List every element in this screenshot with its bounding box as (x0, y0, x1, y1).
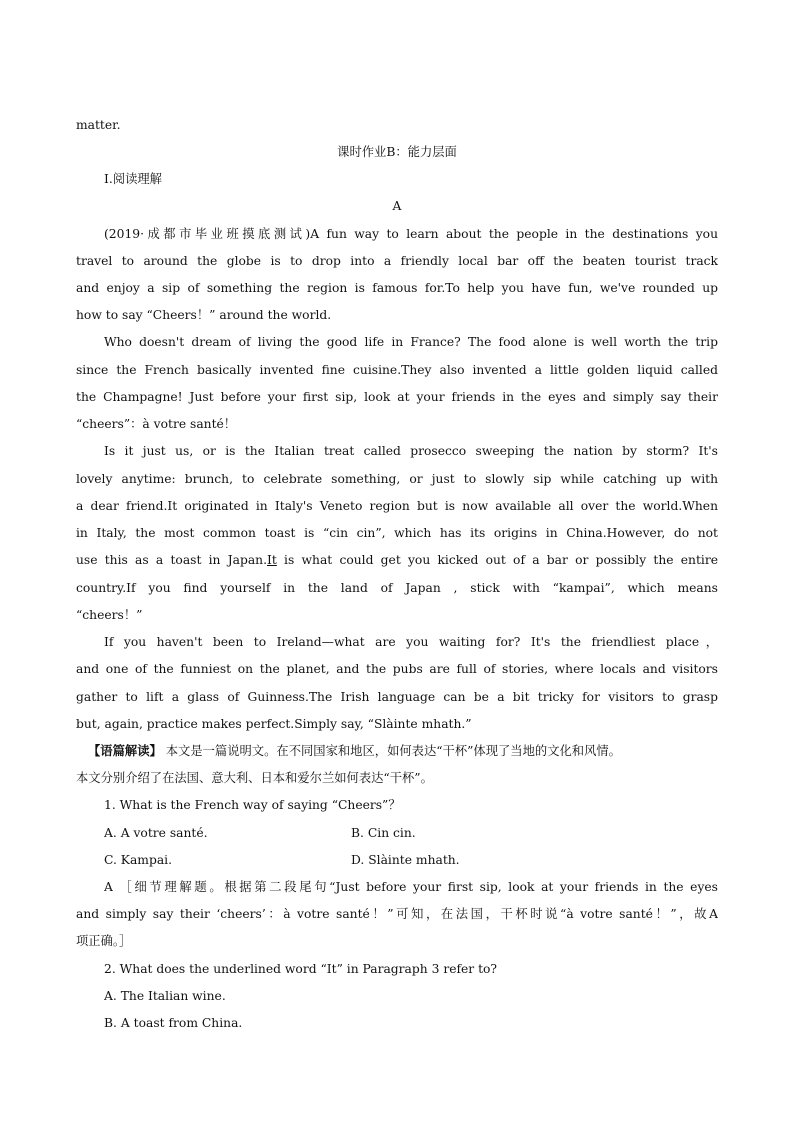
question-1-stem: 1. What is the French way of saying “Cheers”？ (104, 798, 401, 812)
part-heading: Ⅰ.阅读理解 (104, 172, 162, 186)
passage-p3-line: a dear friend.It originated in Italy's Veneto region but is now available all over the world.When (76, 499, 718, 513)
analysis-line (88, 742, 718, 760)
passage-p2-line: since the French basically invented fine cuisine.They also invented a little golden liquid called (76, 363, 718, 377)
q2-option-b: B. A toast from China. (104, 1016, 243, 1030)
passage-p1-line: how to say “Cheers！” around the world. (76, 308, 332, 322)
passage-p4-line: gather to lift a glass of Guinness.The Irish language can be a bit tricky for visitors to grasp (76, 690, 718, 704)
q1-answer-line: A ［细节理解题。根据第二段尾句“Just before your first sip, look at your friends in the eyes (104, 880, 718, 894)
q2-option-a: A. The Italian wine. (104, 989, 226, 1003)
passage-p1-line: and enjoy a sip of something the region is famous for.To help you have fun, we've rounded up (76, 281, 718, 295)
passage-label: A (392, 199, 402, 213)
analysis-line: 本文分别介绍了在法国、意大利、日本和爱尔兰如何表达“干杯”。 (76, 771, 433, 785)
passage-p1-line: (2019·成都市毕业班摸底测试)A fun way to learn about the people in the destinations you (104, 227, 718, 241)
q1-option-c: C. Kampai. (104, 853, 173, 867)
analysis-text: 本文是一篇说明文。在不同国家和地区，如何表达“干杯”体现了当地的文化和风情。 (165, 744, 621, 758)
underlined-word-it: It (267, 553, 277, 567)
passage-p3-line (76, 551, 718, 569)
previous-page-fragment: matter. (76, 118, 121, 132)
passage-p4-line: If you haven't been to Ireland—what are you waiting for? It's the friendliest place， (104, 635, 718, 649)
passage-p3-line: in Italy, the most common toast is “cin cin”, which has its origins in China.However, do not (76, 526, 718, 540)
q1-option-b: B. Cin cin. (351, 826, 416, 840)
passage-p2-line: “cheers”：à votre santé！ (76, 417, 237, 431)
q1-option-a: A. A votre santé. (104, 826, 208, 840)
section-title: 课时作业B：能力层面 (337, 145, 457, 159)
p3-line-end: is what could get you kicked out of a bar or possibly the entire (276, 553, 718, 567)
passage-p2-line: the Champagne! Just before your first sip, look at your friends in the eyes and simply say their (76, 390, 718, 404)
q1-option-d: D. Slàinte mhath. (351, 853, 460, 867)
passage-p3-line: “cheers！” (76, 608, 143, 622)
passage-p3-line: lovely anytime: brunch, to celebrate something, or just to slowly sip while catching up with (76, 472, 718, 486)
q1-answer-line: 项正确。］ (76, 934, 132, 948)
passage-p4-line: but, again, practice makes perfect.Simply say, “Slàinte mhath.” (76, 717, 472, 731)
analysis-label: 【语篇解读】 (88, 743, 162, 758)
question-2-stem: 2. What does the underlined word “It” in Paragraph 3 refer to? (104, 962, 498, 976)
p3-line-start: use this as a toast in Japan. (76, 553, 267, 567)
q1-answer-line: and simply say their ‘cheers’：à votre santé！”可知，在法国，干杯时说“à votre santé！”，故A (76, 907, 718, 921)
passage-p1-line: travel to around the globe is to drop into a friendly local bar off the beaten tourist track (76, 254, 718, 268)
passage-p3-line: Is it just us, or is the Italian treat called prosecco sweeping the nation by storm? It's (104, 444, 718, 458)
passage-p4-line: and one of the funniest on the planet, and the pubs are full of stories, where locals and visitors (76, 662, 718, 676)
passage-p3-line: country.If you find yourself in the land of Japan , stick with “kampai”, which means (76, 581, 718, 595)
passage-p2-line: Who doesn't dream of living the good life in France? The food alone is well worth the trip (104, 335, 718, 349)
